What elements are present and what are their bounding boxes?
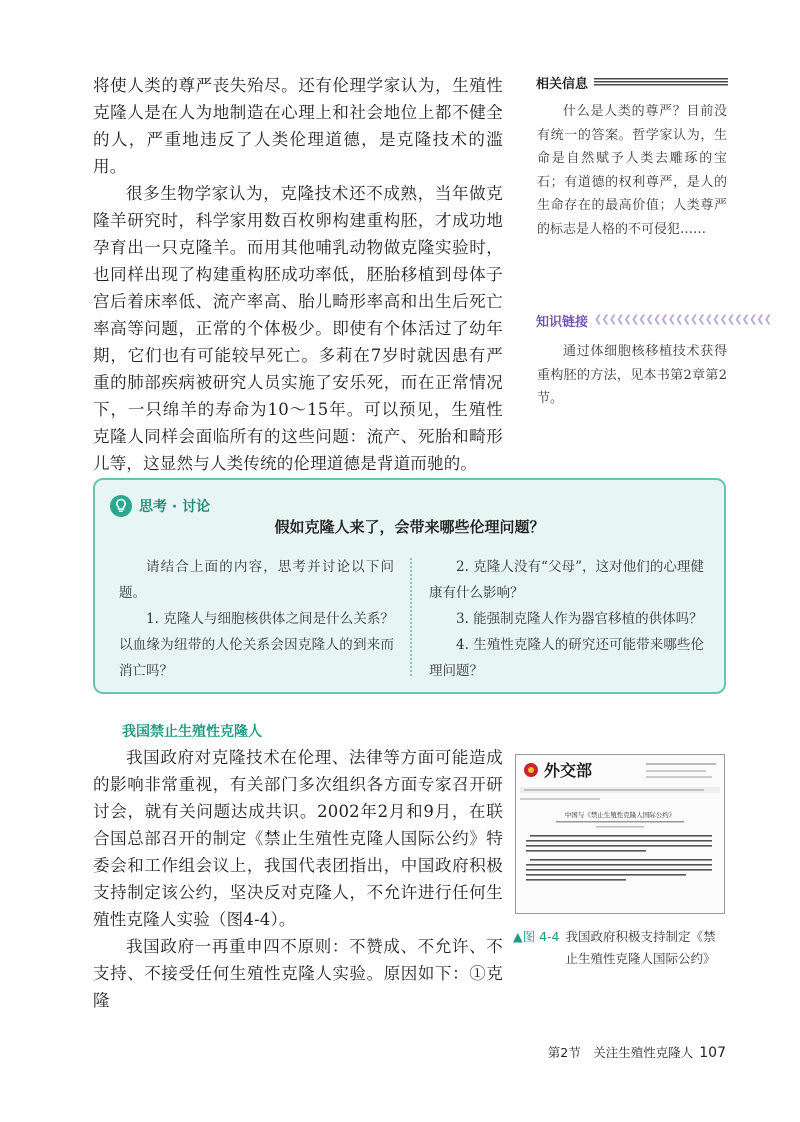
related-info-title: 相关信息 (536, 72, 728, 92)
discussion-question: 假如克隆人来了，会带来哪些伦理问题？ (274, 518, 545, 536)
title-rule-decoration (594, 78, 728, 87)
footer-section-title: 第2节 关注生殖性克隆人 (547, 1045, 694, 1060)
discussion-label: 思考 · 讨论 (139, 499, 211, 515)
figure-title: 我国政府积极支持制定《禁止生殖性克隆人国际公约》 (565, 929, 716, 966)
article-headline: 中国与《禁止生殖性克隆人国际公约》 (564, 811, 676, 819)
discussion-item: 3. 能强制克隆人作为器官移植的供体吗？ (456, 611, 703, 627)
figure-screenshot (515, 754, 725, 914)
site-masthead: 外交部 (544, 761, 593, 780)
related-info-text: 什么是人类的尊严？目前没有统一的答案。哲学家认为，生命是自然赋予人类去雕琢的宝石；有道德的权利尊严，是人的生命存在的最高价值；人类尊严的标志是人格的不可侵犯…… (537, 104, 727, 237)
page-number: 107 (699, 1045, 726, 1061)
dotted-divider (410, 558, 412, 676)
figure-caption (513, 926, 727, 970)
discussion-intro: 请结合上面的内容，思考并讨论以下问题。 (119, 559, 394, 601)
figure-label: ▲图 4-4 (513, 929, 560, 944)
webpage-illustration (516, 755, 724, 913)
knowledge-link-title: 知识链接 ❮❮❮❮❮❮❮❮❮❮❮❮❮❮❮❮❮❮❮❮❮❮❮❮ (536, 314, 772, 330)
main-body-top (93, 72, 503, 477)
body-paragraph: 我国政府对克隆技术在伦理、法律等方面可能造成的影响非常重视，有关部门多次组织各方面专家召开研讨会，就有关问题达成共识。2002年2月和9月，在联合国总部召开的制定《禁止生殖性克隆人国际公约》特委会和工作组会议上，我国代表团指出，中国政府积极支持制定该公约，坚决反对克隆人，不允许进行任何生殖性克隆人实验（图4-4）。 (93, 748, 503, 929)
discussion-item: 1. 克隆人与细胞核供体之间是什么关系？以血缘为纽带的人伦关系会因克隆人的到来而消亡吗？ (119, 611, 394, 679)
main-body-bottom (93, 744, 503, 1014)
section-heading: 我国禁止生殖性克隆人 (122, 724, 262, 740)
chevron-decoration: ❮❮❮❮❮❮❮❮❮❮❮❮❮❮❮❮❮❮❮❮❮❮❮❮ (594, 314, 772, 325)
discussion-left-column (119, 554, 394, 684)
body-paragraph: 我国政府一再重申四不原则：不赞成、不允许、不支持、不接受任何生殖性克隆人实验。原因如下：①克隆 (93, 937, 503, 1010)
discussion-box (93, 478, 726, 694)
discussion-right-column (429, 554, 704, 684)
discussion-item: 2. 克隆人没有“父母”，这对他们的心理健康有什么影响？ (429, 559, 704, 601)
page-footer (548, 1043, 726, 1061)
lightbulb-icon (109, 494, 133, 518)
knowledge-link-text: 通过体细胞核移植技术获得重构胚的方法，见本书第2章第2节。 (537, 344, 727, 406)
body-paragraph: 很多生物学家认为，克隆技术还不成熟，当年做克隆羊研究时，科学家用数百枚卵构建重构胚，才成功地孕育出一只克隆羊。而用其他哺乳动物做克隆实验时，也同样出现了构建重构胚成功率低，胚胎移植到母体子宫后着床率低、流产率高、胎儿畸形率高和出生后死亡率高等问题，正常的个体极少。即使有个体活过了幼年期，它们也有可能较早死亡。多莉在7岁时就因患有严重的肺部疾病被研究人员实施了安乐死，而在正常情况下，一只绵羊的寿命为10～15年。可以预见，生殖性克隆人同样会面临所有的这些问题：流产、死胎和畸形儿等，这显然与人类传统的伦理道德是背道而驰的。 (93, 184, 503, 473)
discussion-item: 4. 生殖性克隆人的研究还可能带来哪些伦理问题？ (429, 637, 704, 679)
body-paragraph: 将使人类的尊严丧失殆尽。还有伦理学家认为，生殖性克隆人是在人为地制造在心理上和社会地位上都不健全的人，严重地违反了人类伦理道德，是克隆技术的滥用。 (93, 76, 503, 176)
